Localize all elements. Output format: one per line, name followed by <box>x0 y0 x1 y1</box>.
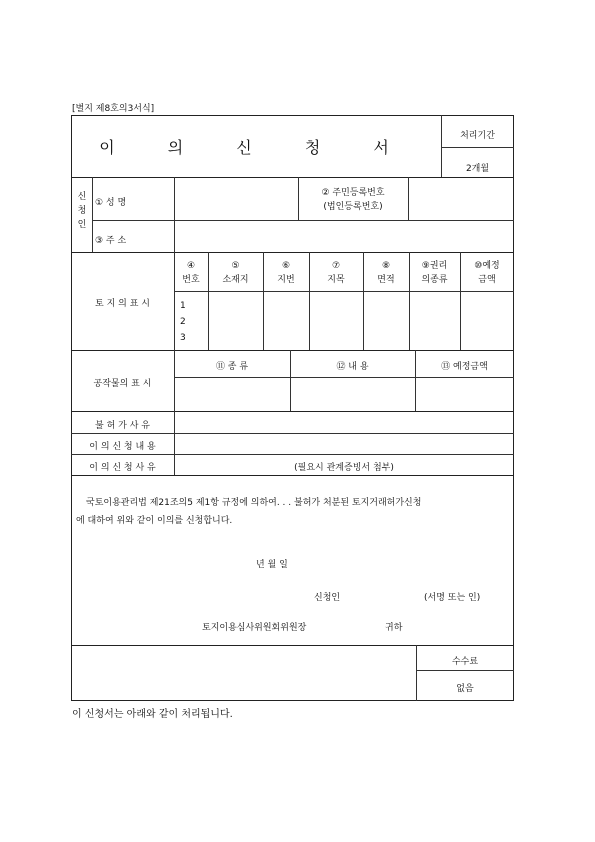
divider <box>71 411 514 412</box>
divider <box>174 377 514 378</box>
land-col-right-type-header: ⑨권리 의종류 <box>421 261 448 285</box>
land-row-numbers <box>180 298 200 346</box>
land-col-land-category-header: ⑦ 지목 <box>327 261 345 285</box>
divider <box>174 291 514 292</box>
structure-col-type-header: ⑪ 종 류 <box>215 362 249 372</box>
form-title: 이 의 신 청 서 <box>99 138 413 157</box>
registration-number-field[interactable] <box>409 186 513 219</box>
processing-period-label: 처리기간 <box>460 131 495 141</box>
objection-reason-note: (필요시 관계증빙서 첨부) <box>294 463 394 473</box>
land-col-location-header: ⑤ 소재지 <box>222 261 249 285</box>
land-col-number-header: ④ 번호 <box>182 261 200 285</box>
fee-label: 수수료 <box>451 657 479 667</box>
denial-reason-label: 불 허 가 사 유 <box>95 421 150 431</box>
name-field[interactable] <box>175 186 297 219</box>
divider <box>71 433 514 434</box>
table-row: 3 <box>180 333 186 343</box>
applicant-signature-label: 신청인 <box>314 593 341 603</box>
divider <box>71 645 514 646</box>
sign-or-seal-label: (서명 또는 인) <box>424 593 481 603</box>
divider <box>92 220 514 221</box>
recipient-label: 토지이용심사위원회위원장 <box>202 623 307 633</box>
honorific-label: 귀하 <box>385 623 403 633</box>
name-label: ① 성 명 <box>95 198 127 208</box>
declaration-line-1: 국토이용관리법 제21조의5 제1항 규정에 의하여. . . 불허가 처분된 토지거래허가신청 <box>86 498 422 508</box>
registration-number-label: ② 주민등록번호 (법인등록번호) <box>321 188 385 212</box>
structure-col-content-header: ⑫ 내 용 <box>336 362 369 372</box>
fee-value: 없음 <box>456 684 474 694</box>
objection-content-label: 이 의 신 청 내 용 <box>89 442 156 452</box>
form-number-label: [별지 제8호의3서식] <box>72 104 155 114</box>
divider <box>71 252 514 253</box>
land-col-area-header: ⑧ 면적 <box>377 261 395 285</box>
objection-reason-label: 이 의 신 청 사 유 <box>89 463 156 473</box>
address-label: ③ 주 소 <box>95 236 127 246</box>
table-row: 2 <box>180 317 186 327</box>
declaration-date: 년 월 일 <box>256 560 288 570</box>
divider <box>71 454 514 455</box>
structure-section-label: 공작물의 표 시 <box>93 379 152 389</box>
address-field[interactable] <box>175 223 513 250</box>
land-section-label: 토 지 의 표 시 <box>95 299 150 309</box>
land-col-planned-amount-header: ⑩예정 금액 <box>474 261 500 285</box>
divider <box>71 350 514 351</box>
divider <box>441 147 514 148</box>
land-col-lot-number-header: ⑥ 지번 <box>277 261 295 285</box>
divider <box>71 475 514 476</box>
table-row: 1 <box>180 301 186 311</box>
divider <box>416 670 514 671</box>
divider <box>92 177 93 252</box>
structure-col-planned-amount-header: ⑬ 예정금액 <box>441 362 488 372</box>
processing-period-value: 2개월 <box>465 164 490 174</box>
declaration-line-2: 에 대하여 위와 같이 이의를 신청합니다. <box>76 516 233 526</box>
applicant-section-label: 신 청 인 <box>77 192 87 230</box>
processing-note: 이 신청서는 아래와 같이 처리됩니다. <box>72 709 233 720</box>
divider <box>71 177 514 178</box>
